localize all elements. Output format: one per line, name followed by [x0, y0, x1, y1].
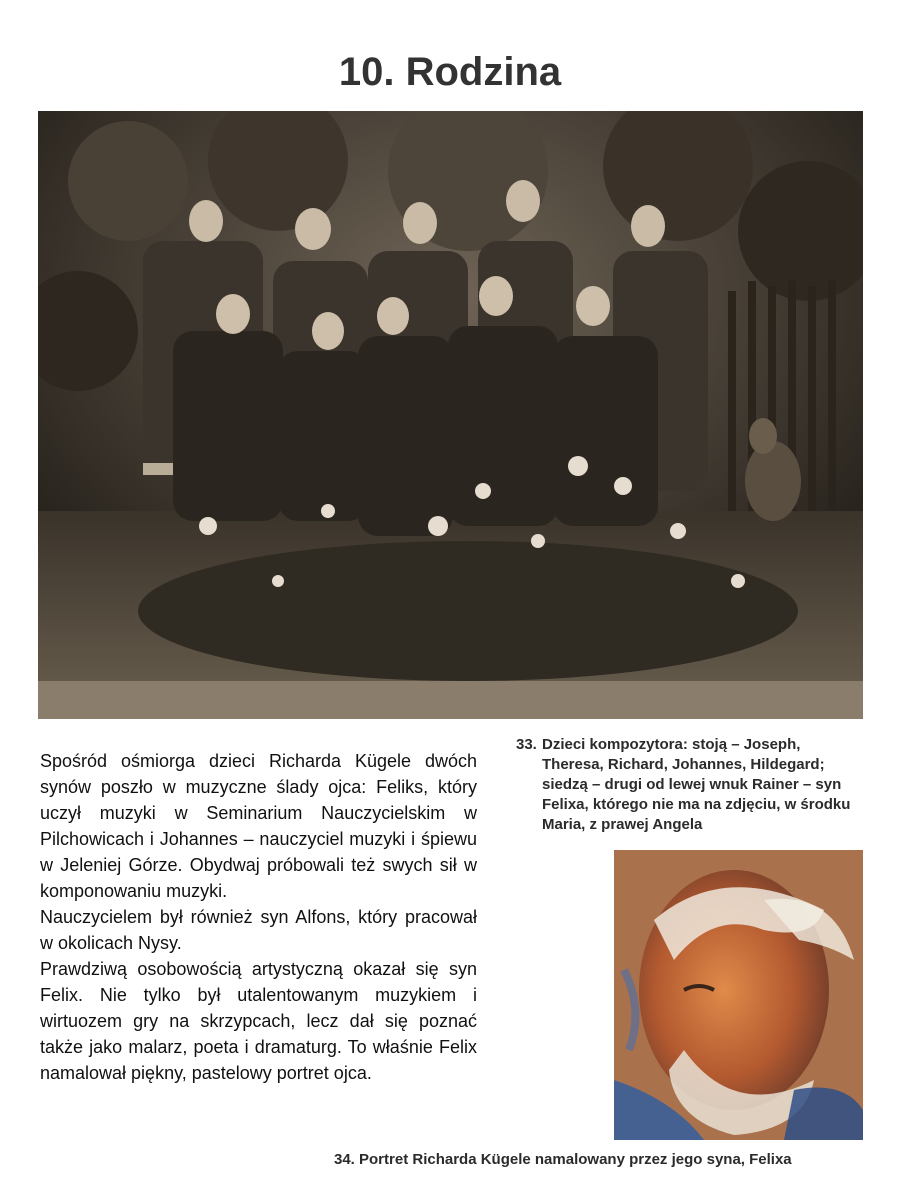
pastel-portrait-illustration: [614, 850, 863, 1140]
figure-33-caption-text: Dzieci kompozytora: stoją – Joseph, Theresa, Richard, Johannes, Hildegard; siedzą – drugi od lewej wnuk Rainer – syn Felixa, którego nie ma na zdjęciu, w środku Maria, z prawej Angela: [542, 736, 851, 833]
page-title: 10. Rodzina: [338, 50, 562, 94]
body-text: [40, 748, 477, 1086]
pastel-portrait: [614, 850, 863, 1140]
figure-34-caption: 34. Portret Richarda Kügele namalowany przez jego syna, Felixa: [334, 1151, 792, 1168]
body-paragraph: Spośród ośmiorga dzieci Richarda Kügele dwóch synów poszło w muzyczne ślady ojca: Feliks, który uczył muzyki w Seminarium Nauczycielskim w Pilchowicach i Johannes – nauczyciel muzyki i śpiewu w Jeleniej Górze. Obydwaj próbowali też swych sił w komponowaniu muzyki.: [40, 751, 477, 901]
body-paragraph: Nauczycielem był również syn Alfons, który pracował w okolicach Nysy.: [40, 907, 477, 953]
family-photo: [38, 111, 863, 719]
family-photo-illustration: [38, 111, 863, 719]
body-paragraph: Prawdziwą osobowością artystyczną okazał się syn Felix. Nie tylko był utalentowanym muzykiem i wirtuozem gry na skrzypcach, lecz dał się poznać także jako malarz, poeta i dramaturg. To właśnie Felix namalował piękny, pastelowy portret ojca.: [40, 959, 477, 1083]
figure-33-caption: [516, 735, 866, 835]
figure-33-number: 33.: [516, 736, 537, 753]
